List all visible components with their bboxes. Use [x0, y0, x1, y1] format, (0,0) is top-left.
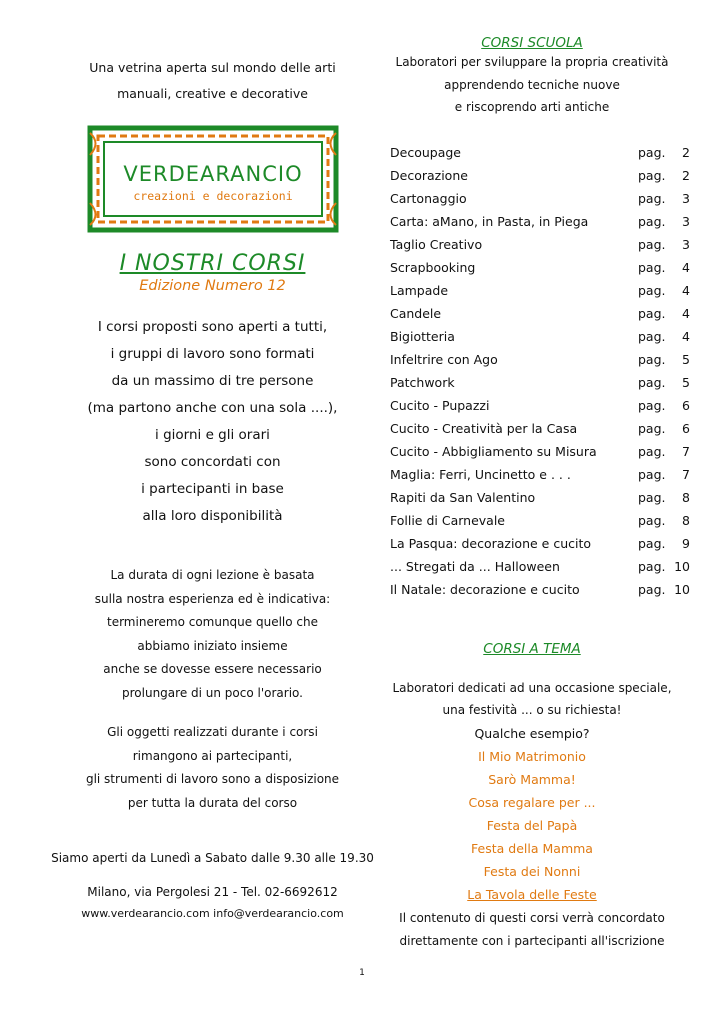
duration-line: sulla nostra esperienza ed è indicativa:	[94, 591, 331, 606]
toc-title: Candele	[390, 305, 442, 321]
opening-hours: Siamo aperti da Lunedì a Sabato dalle 9.30 alle 19.30	[51, 851, 374, 865]
section-title-corsi-a-tema: CORSI A TEMA	[483, 640, 581, 657]
duration-line: abbiamo iniziato insieme	[137, 638, 288, 653]
toc-title: Infeltrire con Ago	[390, 351, 498, 367]
toc-page-number: 4	[682, 259, 690, 275]
toc-row	[390, 233, 690, 256]
toc-row	[390, 417, 690, 440]
toc-page-number: 10	[674, 558, 690, 574]
toc-title: Maglia: Ferri, Uncinetto e . . .	[390, 466, 571, 482]
toc-page-number: 8	[682, 489, 690, 505]
scuola-sub-line: Laboratori per sviluppare la propria creatività	[395, 55, 669, 69]
intro-line-2: manuali, creative e decorative	[117, 86, 308, 101]
toc-title: La Pasqua: decorazione e cucito	[390, 535, 592, 551]
intro-line-1: Una vetrina aperta sul mondo delle arti	[89, 60, 336, 75]
toc-pag-label: pag.	[638, 512, 666, 528]
toc-page-number: 2	[682, 144, 690, 160]
toc-page-number: 5	[682, 374, 690, 390]
desc-line: da un massimo di tre persone	[111, 373, 314, 389]
toc-row	[390, 532, 690, 555]
verdearancio-logo	[87, 125, 339, 233]
toc-title: Carta: aMano, in Pasta, in Piega	[390, 213, 589, 229]
toc-pag-label: pag.	[638, 581, 666, 597]
toc-page-number: 8	[682, 512, 690, 528]
toc-title: Rapiti da San Valentino	[390, 489, 536, 505]
toc-title: Follie di Carnevale	[390, 512, 505, 528]
desc-line: sono concordati con	[144, 454, 281, 470]
toc-row	[390, 555, 690, 578]
toc-page-number: 4	[682, 305, 690, 321]
table-of-contents	[390, 141, 690, 601]
toc-title: Cucito - Abbigliamento su Misura	[390, 443, 597, 459]
toc-pag-label: pag.	[638, 397, 666, 413]
duration-line: La durata di ogni lezione è basata	[110, 568, 315, 582]
toc-pag-label: pag.	[638, 535, 666, 551]
duration-line: termineremo comunque quello che	[107, 615, 318, 629]
page-number: 1	[359, 968, 365, 978]
toc-pag-label: pag.	[638, 190, 666, 206]
toc-row	[390, 486, 690, 509]
section-title-corsi-scuola: CORSI SCUOLA	[481, 35, 583, 51]
toc-pag-label: pag.	[638, 558, 666, 574]
toc-page-number: 2	[682, 167, 690, 183]
toc-title: ... Stregati da ... Halloween	[390, 558, 560, 574]
toc-pag-label: pag.	[638, 236, 666, 252]
toc-pag-label: pag.	[638, 305, 666, 321]
toc-page-number: 3	[682, 190, 690, 206]
toc-title: Bigiotteria	[390, 328, 455, 344]
intro-text	[40, 55, 385, 107]
duration-line: anche se dovesse essere necessario	[103, 662, 322, 676]
toc-page-number: 7	[682, 466, 690, 482]
toc-row	[390, 325, 690, 348]
toc-title: Decoupage	[390, 144, 461, 160]
toc-row	[390, 164, 690, 187]
duration-text	[40, 564, 385, 705]
toc-page-number: 9	[682, 535, 690, 551]
toc-row	[390, 348, 690, 371]
toc-page-number: 4	[682, 282, 690, 298]
tema-intro	[372, 677, 692, 722]
objects-line: rimangono ai partecipanti,	[132, 748, 293, 763]
toc-pag-label: pag.	[638, 443, 666, 459]
right-column	[372, 35, 692, 953]
toc-pag-label: pag.	[638, 351, 666, 367]
web-email: www.verdearancio.com info@verdearancio.com	[81, 907, 344, 920]
toc-row	[390, 394, 690, 417]
toc-page-number: 3	[682, 213, 690, 229]
toc-page-number: 6	[682, 420, 690, 436]
toc-row	[390, 578, 690, 601]
desc-line: alla loro disponibilità	[142, 508, 283, 524]
duration-line: prolungare di un poco l'orario.	[122, 685, 303, 700]
toc-pag-label: pag.	[638, 420, 666, 436]
tema-examples	[372, 745, 692, 906]
toc-row	[390, 256, 690, 279]
tema-footer-line: direttamente con i partecipanti all'iscrizione	[399, 933, 665, 948]
tema-footer	[372, 907, 692, 953]
address: Milano, via Pergolesi 21 - Tel. 02-6692612	[87, 885, 338, 899]
toc-page-number: 3	[682, 236, 690, 252]
desc-line: I corsi proposti sono aperti a tutti,	[97, 319, 328, 335]
toc-pag-label: pag.	[638, 282, 666, 298]
toc-pag-label: pag.	[638, 489, 666, 505]
toc-row	[390, 187, 690, 210]
objects-text	[40, 721, 385, 815]
logo-graphic	[87, 125, 339, 233]
desc-line: i gruppi di lavoro sono formati	[110, 346, 315, 362]
toc-pag-label: pag.	[638, 259, 666, 275]
toc-pag-label: pag.	[638, 466, 666, 482]
toc-title: Scrapbooking	[390, 259, 476, 275]
edition-label: Edizione Numero 12	[139, 278, 286, 294]
toc-title: Cucito - Creatività per la Casa	[390, 420, 578, 436]
toc-row	[390, 279, 690, 302]
toc-page-number: 5	[682, 351, 690, 367]
toc-pag-label: pag.	[638, 328, 666, 344]
toc-pag-label: pag.	[638, 144, 666, 160]
example-item: Sarò Mamma!	[488, 771, 576, 787]
example-item: Festa dei Nonni	[483, 863, 581, 879]
tema-intro-line: Laboratori dedicati ad una occasione speciale,	[392, 680, 672, 695]
toc-page-number: 4	[682, 328, 690, 344]
scuola-sub-line: apprendendo tecniche nuove	[444, 77, 620, 92]
toc-title: Patchwork	[390, 374, 455, 390]
example-item: La Tavola delle Feste	[467, 886, 597, 902]
scuola-subtitle	[372, 51, 692, 119]
logo-name: VERDEARANCIO	[122, 162, 303, 186]
left-column	[40, 55, 385, 925]
example-item: Il Mio Matrimonio	[478, 748, 586, 764]
toc-page-number: 7	[682, 443, 690, 459]
toc-row	[390, 371, 690, 394]
example-item: Festa del Papà	[486, 817, 578, 833]
toc-pag-label: pag.	[638, 374, 666, 390]
objects-line: per tutta la durata del corso	[127, 795, 298, 810]
tema-footer-line: Il contenuto di questi corsi verrà concordato	[399, 910, 665, 925]
desc-line: i partecipanti in base	[141, 481, 284, 497]
objects-line: gli strumenti di lavoro sono a disposizione	[85, 772, 340, 786]
toc-title: Cucito - Pupazzi	[390, 397, 490, 413]
toc-row	[390, 509, 690, 532]
toc-row	[390, 141, 690, 164]
toc-page-number: 10	[674, 581, 690, 597]
toc-pag-label: pag.	[638, 167, 666, 183]
desc-line: (ma partono anche con una sola ....),	[87, 400, 338, 416]
toc-row	[390, 302, 690, 325]
contact-info	[40, 881, 385, 925]
toc-title: Cartonaggio	[390, 190, 467, 206]
objects-line: Gli oggetti realizzati durante i corsi	[107, 725, 318, 739]
desc-line: i giorni e gli orari	[155, 427, 270, 443]
toc-pag-label: pag.	[638, 213, 666, 229]
toc-row	[390, 463, 690, 486]
page-title: I NOSTRI CORSI	[119, 251, 306, 276]
toc-title: Lampade	[390, 282, 449, 298]
scuola-sub-line: e riscoprendo arti antiche	[454, 100, 610, 114]
toc-row	[390, 210, 690, 233]
toc-row	[390, 440, 690, 463]
logo-tagline: creazioni e decorazioni	[132, 189, 293, 203]
toc-page-number: 6	[682, 397, 690, 413]
toc-title: Il Natale: decorazione e cucito	[390, 581, 580, 597]
example-item: Cosa regalare per ...	[468, 794, 596, 810]
course-description	[40, 314, 385, 530]
toc-title: Decorazione	[390, 167, 468, 183]
toc-title: Taglio Creativo	[390, 236, 483, 252]
tema-question: Qualche esempio?	[474, 725, 590, 741]
tema-intro-line: una festività ... o su richiesta!	[442, 703, 622, 717]
example-item: Festa della Mamma	[471, 840, 593, 856]
